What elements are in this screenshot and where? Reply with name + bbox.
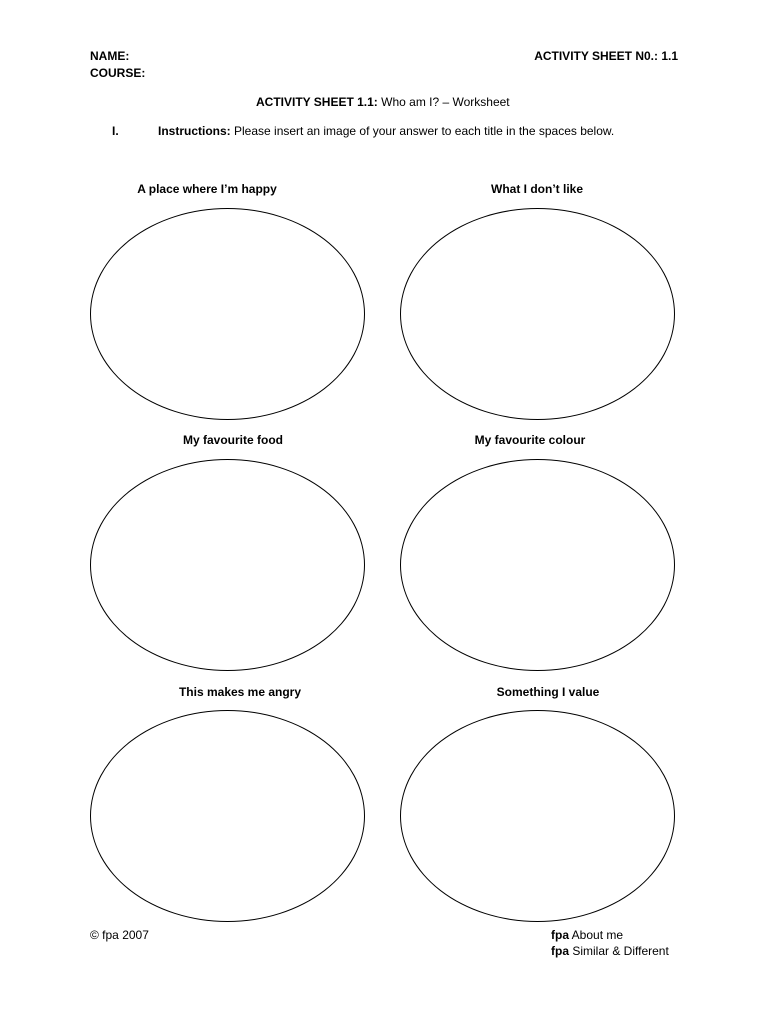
instructions — [158, 124, 614, 138]
box-label-happy-place: A place where I’m happy — [137, 182, 277, 196]
page-title-rest: Who am I? – Worksheet — [377, 95, 510, 109]
instructions-text: Please insert an image of your answer to each title in the spaces below. — [230, 124, 615, 138]
box-label-favourite-colour: My favourite colour — [474, 433, 586, 447]
instructions-bold: Instructions: — [158, 124, 231, 138]
footer-fpa-2: fpa — [551, 944, 569, 958]
footer-about-me: About me — [569, 928, 624, 942]
box-label-dont-like: What I don’t like — [491, 182, 583, 196]
footer-line-about-me — [551, 928, 623, 942]
name-label: NAME: — [90, 49, 130, 63]
answer-ellipse-value[interactable] — [400, 710, 675, 922]
answer-ellipse-angry[interactable] — [90, 710, 365, 922]
footer-similar-different: Similar & Different — [569, 944, 669, 958]
answer-ellipse-favourite-colour[interactable] — [400, 459, 675, 671]
footer-fpa-1: fpa — [551, 928, 569, 942]
answer-ellipse-dont-like[interactable] — [400, 208, 675, 420]
instructions-numeral: I. — [112, 124, 119, 138]
course-label: COURSE: — [90, 66, 146, 80]
answer-ellipse-favourite-food[interactable] — [90, 459, 365, 671]
box-label-value: Something I value — [496, 685, 600, 699]
page-title — [256, 95, 510, 109]
page-title-bold: ACTIVITY SHEET 1.1: — [256, 95, 378, 109]
footer-line-similar — [551, 944, 669, 958]
answer-ellipse-happy-place[interactable] — [90, 208, 365, 420]
activity-sheet-number: ACTIVITY SHEET N0.: 1.1 — [534, 49, 678, 63]
copyright: © fpa 2007 — [90, 928, 149, 942]
box-label-angry: This makes me angry — [178, 685, 302, 699]
box-label-favourite-food: My favourite food — [182, 433, 283, 447]
